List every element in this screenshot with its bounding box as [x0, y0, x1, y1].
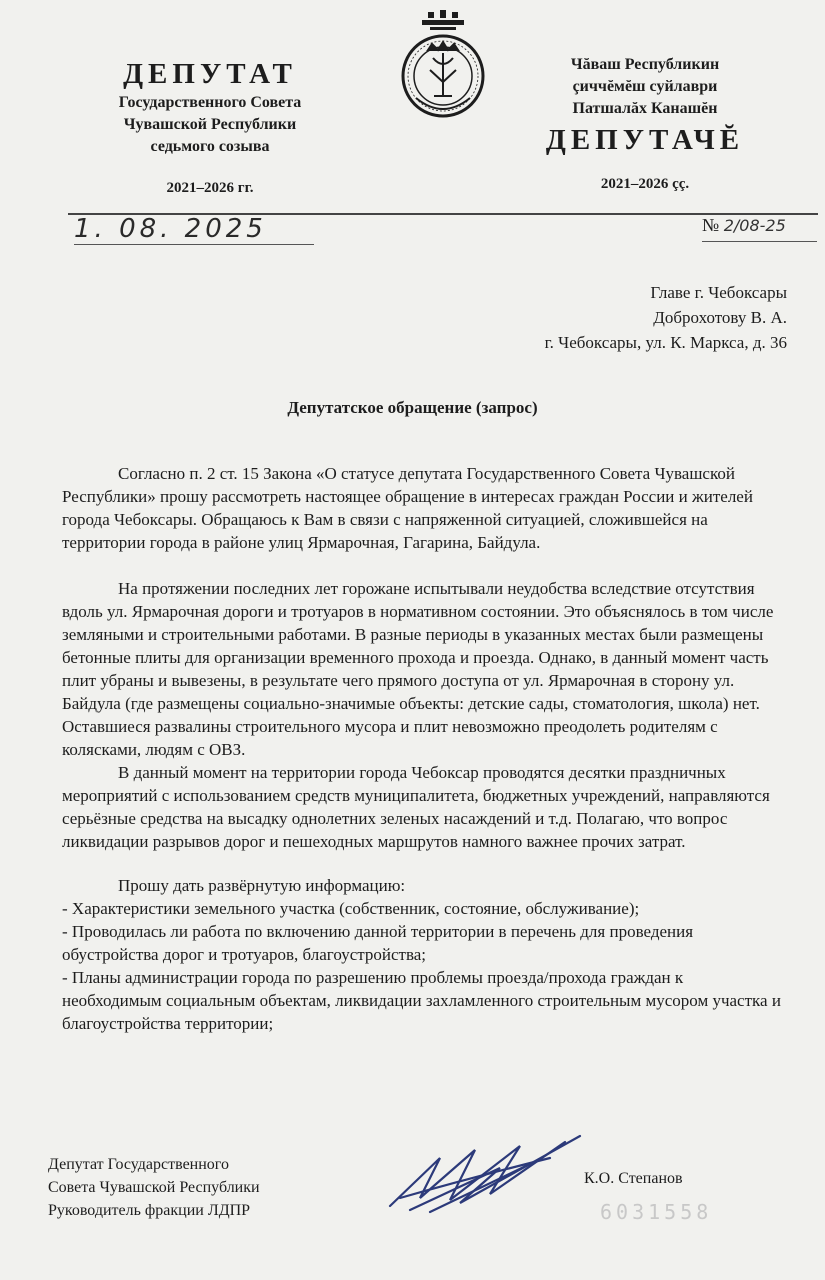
request-item-3: - Планы администрации города по разрешению проблемы проезда/прохода граждан к необходимым социальным объектам, ликвидации захламленного строительным мусором участка и благоустройства территории;	[62, 968, 781, 1033]
recipient-line1: Главе г. Чебоксары	[650, 283, 787, 302]
handwritten-signature	[380, 1128, 595, 1218]
header-left-line1: Государственного Совета	[118, 94, 302, 111]
signer-position-3: Руководитель фракции ЛДПР	[48, 1202, 251, 1219]
body-paragraph-3: В данный момент на территории города Чебоксар проводятся десятки праздничных мероприятий с использованием средств муниципалитета, бюджетных учреждений, направляются серьёзные средства на высадку однолетних зеленых насаждений и т.д. Полагаю, что вопрос ликвидации разрывов дорог и пешеходных маршрутов намного важнее прочих затрат.	[62, 763, 770, 851]
request-intro: Прошу дать развёрнутую информацию:	[118, 876, 406, 895]
signer-position-2: Совета Чувашской Республики	[48, 1179, 260, 1196]
recipient-line3: г. Чебоксары, ул. К. Маркса, д. 36	[544, 333, 787, 352]
header-right-title: ДЕПУТАЧĔ	[545, 124, 745, 156]
stamp-number: 6031558	[600, 1200, 713, 1224]
header-right-line1: Чăваш Республикин	[570, 56, 720, 73]
header-right-line2: çиччĕмĕш суйлаври	[572, 78, 718, 95]
header-right-line3: Патшалăх Канашĕн	[572, 100, 718, 117]
number-prefix: №	[702, 215, 720, 235]
header-right	[520, 54, 770, 193]
header-left-line2: Чувашской Республики	[123, 116, 297, 133]
number-value: 2/08-25	[723, 216, 786, 235]
chuvash-coat-of-arms-icon	[388, 8, 498, 128]
recipient-block	[367, 280, 787, 355]
request-item-2: - Проводилась ли работа по включению данной территории в перечень для проведения обустройства дорог и тротуаров, благоустройства;	[62, 922, 694, 964]
document-title: Депутатское обращение (запрос)	[287, 398, 538, 417]
signature-block	[48, 1153, 348, 1222]
header-left	[60, 56, 360, 197]
signer-name: К.О. Степанов	[584, 1170, 683, 1187]
signer-position-1: Депутат Государственного	[48, 1156, 229, 1173]
letter-body	[62, 462, 782, 1035]
header-right-years: 2021–2026 çç.	[600, 176, 690, 192]
header-left-title: ДЕПУТАТ	[123, 58, 297, 90]
handwritten-date: 1. 08. 2025	[74, 214, 314, 245]
body-paragraph-2: На протяжении последних лет горожане испытывали неудобства вследствие отсутствия вдоль ул. Ярмарочная дороги и тротуаров в нормативном состоянии. Это объяснялось в том числе земляными и строительными работами. В разные периоды в указанных местах были размещены бетонные плиты для организации временного прохода и проезда. Однако, в данный момент часть плит убраны и вывезены, в результате чего прямого доступа от ул. Ярмарочная в сторону ул. Байдула (где размещены социально-значимые объекты: детские сады, стоматология, школа) нет. Оставшиеся развалины строительного мусора и плит невозможно преодолеть родителям с колясками, людям с ОВЗ.	[62, 579, 774, 759]
document-number	[702, 210, 817, 242]
recipient-line2: Доброхотову В. А.	[653, 308, 787, 327]
header-left-years: 2021–2026 гг.	[166, 180, 254, 196]
request-item-1: - Характеристики земельного участка (собственник, состояние, обслуживание);	[62, 899, 640, 918]
header-left-line3: седьмого созыва	[150, 138, 270, 155]
body-paragraph-1: Согласно п. 2 ст. 15 Закона «О статусе депутата Государственного Совета Чувашской Республики» прошу рассмотреть настоящее обращение в интересах граждан России и жителей города Чебоксары. Обращаюсь к Вам в связи с напряженной ситуацией, сложившейся на территории города в районе улиц Ярмарочная, Гагарина, Байдула.	[62, 464, 753, 552]
